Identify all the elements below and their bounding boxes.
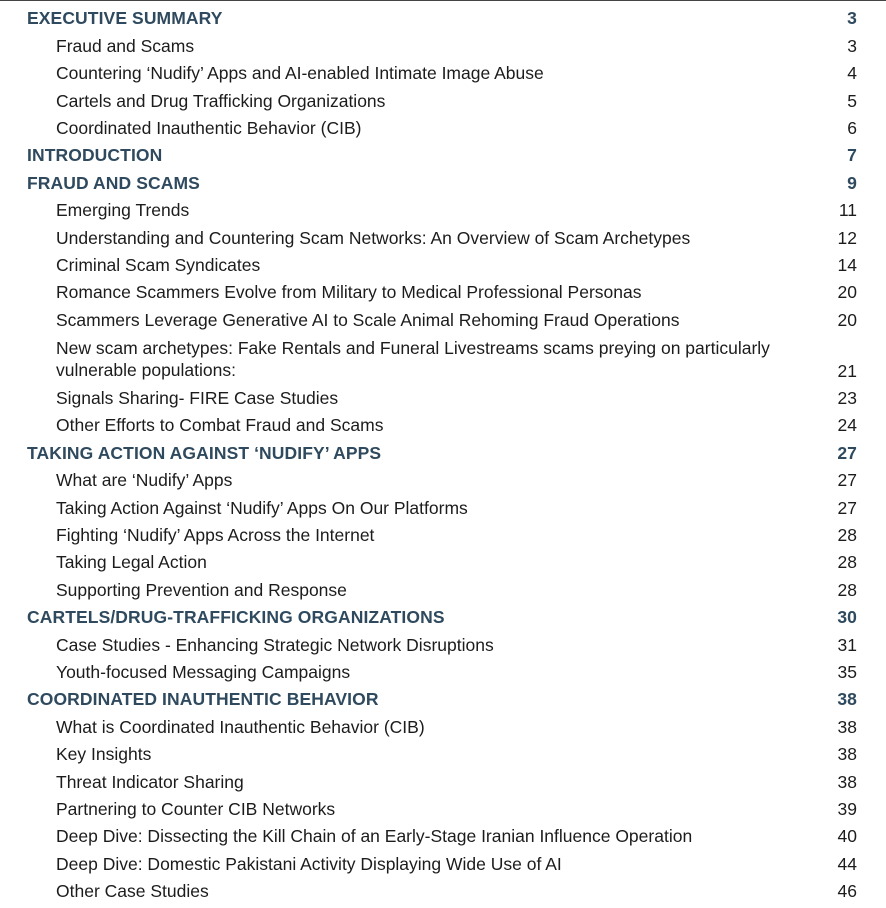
toc-entry-title: Deep Dive: Dissecting the Kill Chain of an Early-Stage Iranian Influence Operation — [56, 826, 693, 847]
table-of-contents — [0, 5, 886, 905]
toc-item-scam-archetypes[interactable] — [0, 224, 886, 251]
toc-page-number: 31 — [837, 634, 857, 655]
toc-entry-title: Other Efforts to Combat Fraud and Scams — [56, 415, 384, 436]
toc-entry-title: CARTELS/DRUG-TRAFFICKING ORGANIZATIONS — [27, 607, 445, 628]
toc-section-fraud-and-scams[interactable] — [0, 169, 886, 196]
toc-entry-title: Emerging Trends — [56, 200, 190, 221]
toc-entry-title: Deep Dive: Domestic Pakistani Activity Displaying Wide Use of AI — [56, 853, 562, 874]
toc-entry-title: Case Studies - Enhancing Strategic Network Disruptions — [56, 634, 494, 655]
toc-page-number: 28 — [837, 525, 857, 546]
toc-item-other-case-studies[interactable] — [0, 878, 886, 905]
toc-entry-title: Countering ‘Nudify’ Apps and AI-enabled Intimate Image Abuse — [56, 63, 544, 84]
toc-item-romance-scammers[interactable] — [0, 279, 886, 306]
toc-page-number: 12 — [837, 227, 857, 248]
toc-page-number: 27 — [837, 442, 857, 463]
toc-entry-title: TAKING ACTION AGAINST ‘NUDIFY’ APPS — [27, 442, 382, 463]
toc-entry-title: Taking Action Against ‘Nudify’ Apps On Our Platforms — [56, 497, 468, 518]
toc-entry-title: EXECUTIVE SUMMARY — [27, 8, 223, 29]
toc-entry-title: Criminal Scam Syndicates — [56, 254, 261, 275]
toc-item-what-are-nudify-apps[interactable] — [0, 467, 886, 494]
toc-item-prevention-response[interactable] — [0, 576, 886, 603]
toc-entry-title: Youth-focused Messaging Campaigns — [56, 661, 351, 682]
toc-entry-title: FRAUD AND SCAMS — [27, 172, 200, 193]
toc-item-fraud-and-scams[interactable] — [0, 32, 886, 59]
toc-entry-title: Cartels and Drug Trafficking Organizations — [56, 90, 386, 111]
toc-item-animal-rehoming-fraud[interactable] — [0, 306, 886, 333]
toc-page-number: 38 — [837, 689, 857, 710]
toc-section-cib[interactable] — [0, 686, 886, 713]
toc-page-number: 3 — [847, 8, 857, 29]
toc-item-iranian-operation[interactable] — [0, 823, 886, 850]
toc-entry-title: Other Case Studies — [56, 881, 209, 902]
toc-entry-title: Fighting ‘Nudify’ Apps Across the Internet — [56, 525, 375, 546]
toc-entry-title: Taking Legal Action — [56, 552, 207, 573]
toc-page-number: 11 — [838, 200, 857, 221]
toc-page-number: 20 — [837, 309, 857, 330]
toc-item-cib[interactable] — [0, 115, 886, 142]
toc-page-number: 5 — [847, 90, 857, 111]
toc-item-legal-action[interactable] — [0, 549, 886, 576]
toc-entry-title: Supporting Prevention and Response — [56, 579, 347, 600]
top-rule — [0, 0, 886, 1]
toc-page-number: 44 — [837, 853, 857, 874]
toc-page-number: 9 — [847, 172, 857, 193]
toc-page-number: 39 — [837, 798, 857, 819]
toc-page-number: 14 — [837, 254, 857, 275]
toc-entry-title: Threat Indicator Sharing — [56, 771, 244, 792]
toc-page-number: 28 — [837, 552, 857, 573]
toc-item-fire-case-studies[interactable] — [0, 385, 886, 412]
toc-page-number: 27 — [837, 497, 857, 518]
toc-entry-title: Understanding and Countering Scam Networks: An Overview of Scam Archetypes — [56, 227, 691, 248]
toc-entry-title: Scammers Leverage Generative AI to Scale Animal Rehoming Fraud Operations — [56, 309, 680, 330]
toc-entry-title: INTRODUCTION — [27, 145, 163, 166]
toc-entry-title: New scam archetypes: Fake Rentals and Funeral Livestreams scams preying on particularly vulnerable populations: — [56, 337, 770, 381]
toc-page-number: 38 — [837, 744, 857, 765]
toc-page-number: 20 — [837, 282, 857, 303]
toc-item-threat-indicator-sharing[interactable] — [0, 768, 886, 795]
toc-item-youth-campaigns[interactable] — [0, 659, 886, 686]
toc-page-number: 27 — [837, 470, 857, 491]
toc-page-number: 28 — [837, 579, 857, 600]
toc-entry-title: What is Coordinated Inauthentic Behavior (CIB) — [56, 716, 425, 737]
toc-item-new-scam-archetypes[interactable] — [0, 334, 886, 385]
toc-entry-title: Signals Sharing- FIRE Case Studies — [56, 388, 339, 409]
toc-item-other-efforts[interactable] — [0, 412, 886, 439]
toc-section-executive-summary[interactable] — [0, 5, 886, 32]
toc-item-key-insights[interactable] — [0, 741, 886, 768]
toc-entry-title: COORDINATED INAUTHENTIC BEHAVIOR — [27, 689, 379, 710]
toc-entry-title: What are ‘Nudify’ Apps — [56, 470, 233, 491]
toc-item-case-studies-network[interactable] — [0, 631, 886, 658]
toc-item-criminal-scam-syndicates[interactable] — [0, 252, 886, 279]
toc-section-cartels[interactable] — [0, 604, 886, 631]
toc-entry-title: Partnering to Counter CIB Networks — [56, 798, 336, 819]
toc-page-number: 46 — [837, 881, 857, 902]
toc-section-introduction[interactable] — [0, 142, 886, 169]
toc-entry-title: Romance Scammers Evolve from Military to Medical Professional Personas — [56, 282, 642, 303]
toc-item-what-is-cib[interactable] — [0, 713, 886, 740]
toc-page-number: 3 — [847, 35, 857, 56]
toc-page-number: 24 — [837, 415, 857, 436]
toc-section-nudify-apps[interactable] — [0, 439, 886, 466]
toc-page-number: 38 — [837, 716, 857, 737]
toc-page-number: 7 — [847, 145, 857, 166]
toc-entry-title: Fraud and Scams — [56, 35, 195, 56]
toc-item-action-on-platforms[interactable] — [0, 494, 886, 521]
toc-page-number: 38 — [837, 771, 857, 792]
toc-entry-title: Coordinated Inauthentic Behavior (CIB) — [56, 117, 362, 138]
toc-page-number: 40 — [837, 826, 857, 847]
toc-item-emerging-trends[interactable] — [0, 197, 886, 224]
toc-page-number: 21 — [837, 360, 857, 381]
toc-page-number: 30 — [837, 607, 857, 628]
toc-page-number: 35 — [837, 661, 857, 682]
toc-item-cartels[interactable] — [0, 87, 886, 114]
toc-entry-title: Key Insights — [56, 744, 152, 765]
toc-page-number: 23 — [837, 388, 857, 409]
toc-page-number: 4 — [847, 63, 857, 84]
toc-item-partnering-cib[interactable] — [0, 796, 886, 823]
toc-item-fighting-across-internet[interactable] — [0, 522, 886, 549]
toc-item-countering-nudify-apps[interactable] — [0, 60, 886, 87]
toc-item-pakistani-activity[interactable] — [0, 850, 886, 877]
toc-page-number: 6 — [847, 117, 857, 138]
